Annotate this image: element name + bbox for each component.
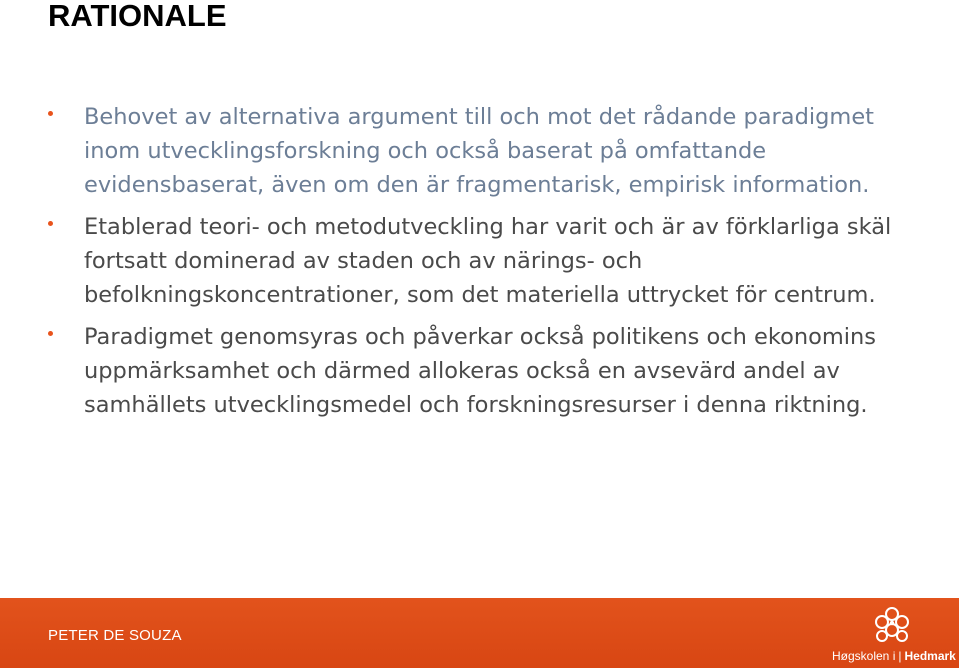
- bullet-dot-icon: [48, 221, 53, 226]
- logo-name-part2: Hedmark: [904, 649, 956, 663]
- hogskolen-logo: [832, 606, 956, 664]
- hogskolen-logo-icon: [870, 606, 914, 644]
- logo-wordmark: [832, 649, 956, 663]
- footer-author: PETER DE SOUZA: [48, 627, 182, 644]
- bullet-text: Etablerad teori- och metodutveckling har varit och är av förklarliga skäl fortsatt dominerad av staden och av närings- och befolkningskoncentrationer, som det materiella uttrycket för centrum.: [84, 214, 892, 308]
- bullet-item: [48, 100, 928, 202]
- slide-title: RATIONALE: [48, 0, 227, 33]
- logo-name-part1: Høgskolen i: [832, 649, 896, 663]
- bullet-text: Behovet av alternativa argument till och mot det rådande paradigmet inom utvecklingsforskning och också baserat på omfattande evidensbaserat, även om den är fragmentarisk, empirisk information.: [84, 104, 874, 198]
- logo-separator: |: [898, 649, 902, 663]
- bullet-text: Paradigmet genomsyras och påverkar också politikens och ekonomins uppmärksamhet och därmed allokeras också en avsevärd andel av samhällets utvecklingsmedel och forskningsresurser i denna riktning.: [84, 324, 877, 418]
- bullet-item: [48, 320, 928, 422]
- bullet-dot-icon: [48, 111, 53, 116]
- bullet-dot-icon: [48, 331, 53, 336]
- footer-bar: [0, 598, 959, 668]
- bullet-item: [48, 210, 928, 312]
- bullet-list: [48, 100, 928, 430]
